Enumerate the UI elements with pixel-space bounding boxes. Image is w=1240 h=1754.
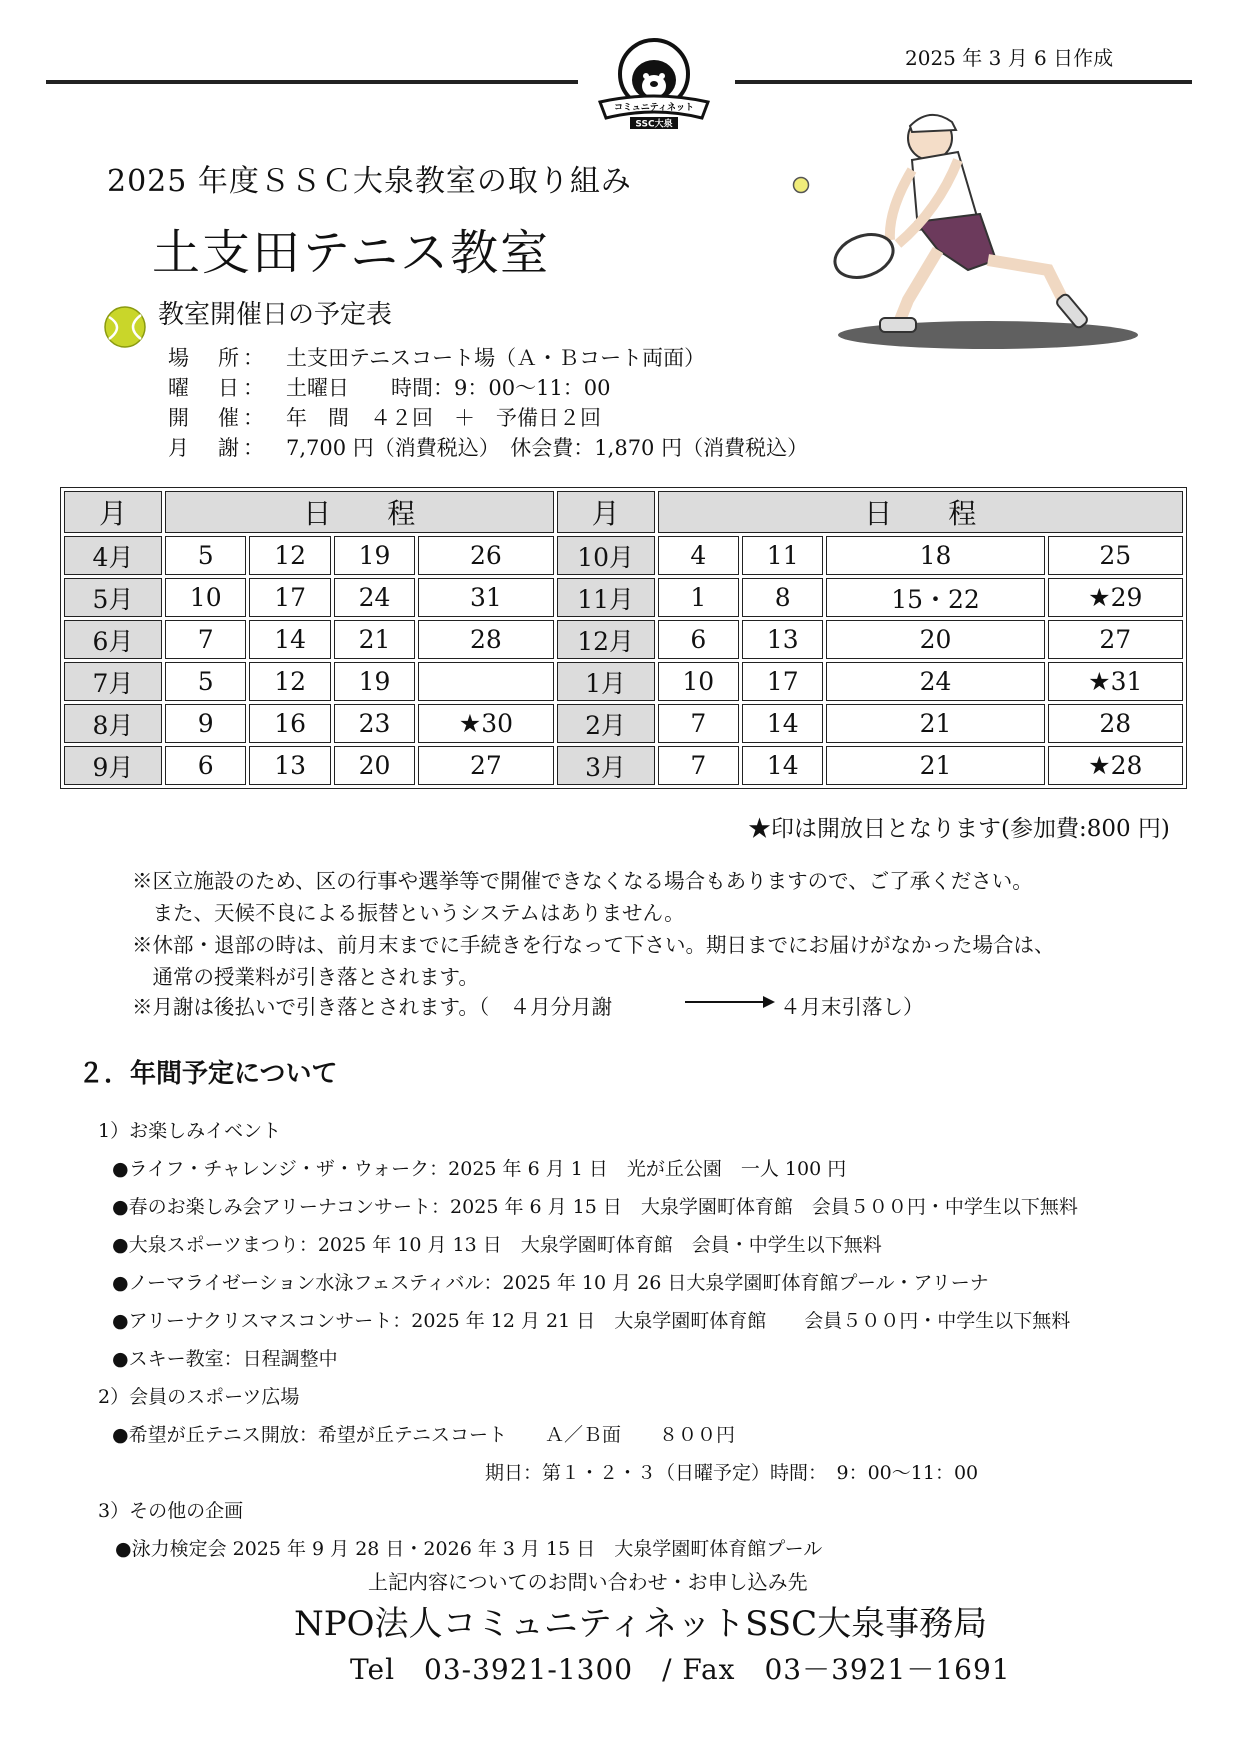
date-cell: 19 — [334, 536, 415, 575]
table-row — [64, 746, 1183, 785]
section2-heading: ２．年間予定について — [78, 1059, 338, 1089]
date-cell: 31 — [418, 578, 553, 617]
date-cell: 27 — [1048, 620, 1183, 659]
schedule-table — [60, 487, 1187, 789]
date-cell: 27 — [418, 746, 553, 785]
dog-logo — [590, 38, 718, 130]
date-cell: 21 — [826, 746, 1044, 785]
date-cell: ★30 — [418, 704, 553, 743]
caution-line: また、天候不良による振替というシステムはありません。 — [132, 901, 685, 925]
organization-name: NPO法人コミュニティネットSSC大泉事務局 — [294, 1604, 988, 1644]
event-item: ●春のお楽しみ会アリーナコンサート：2025 年 6 月 15 日 大泉学園町体育館 会員５００円・中学生以下無料 — [112, 1196, 1078, 1218]
date-cell: 10 — [165, 578, 246, 617]
schedule-heading: 教室開催日の予定表 — [158, 300, 393, 330]
header-rule-right — [735, 80, 1192, 84]
date-cell: 10 — [658, 662, 739, 701]
page-title: 土支田テニス教室 — [152, 225, 551, 281]
date-cell: 7 — [658, 704, 739, 743]
month-cell: 12月 — [557, 620, 655, 659]
date-cell: 6 — [165, 746, 246, 785]
date-cell: 20 — [826, 620, 1044, 659]
date-cell: 15・22 — [826, 578, 1044, 617]
table-row — [64, 704, 1183, 743]
date-cell: 20 — [334, 746, 415, 785]
month-cell: 7月 — [64, 662, 162, 701]
date-cell: 19 — [334, 662, 415, 701]
created-date: 2025 年 3 月 6 日作成 — [905, 46, 1114, 70]
page-subtitle: 2025 年度ＳＳＣ大泉教室の取り組み — [107, 164, 632, 199]
date-cell: 24 — [334, 578, 415, 617]
table-header-row — [64, 491, 1183, 533]
date-cell: 1 — [658, 578, 739, 617]
event-item: ●スキー教室：日程調整中 — [112, 1348, 338, 1370]
date-cell: 13 — [742, 620, 823, 659]
date-cell: 16 — [249, 704, 330, 743]
subsection-other: 3）その他の企画 — [98, 1500, 244, 1522]
month-header: 月 — [64, 491, 162, 533]
date-cell: 21 — [334, 620, 415, 659]
caution-line: ※区立施設のため、区の行事や選挙等で開催できなくなる場合もありますので、ご了承ください。 — [132, 869, 1033, 893]
month-header: 月 — [557, 491, 655, 533]
table-row — [64, 536, 1183, 575]
event-item: ●ライフ・チャレンジ・ザ・ウォーク：2025 年 6 月 1 日 光が丘公園 一人 100 円 — [112, 1158, 847, 1180]
date-cell: 14 — [742, 746, 823, 785]
date-cell: ★29 — [1048, 578, 1183, 617]
dates-header: 日 程 — [658, 491, 1183, 533]
arrow-right-icon — [685, 996, 775, 1008]
table-row — [64, 662, 1183, 701]
month-cell: 4月 — [64, 536, 162, 575]
date-cell: 26 — [418, 536, 553, 575]
date-cell — [418, 662, 553, 701]
date-cell: 25 — [1048, 536, 1183, 575]
date-cell: 28 — [1048, 704, 1183, 743]
event-item: ●ノーマライゼーション水泳フェスティバル：2025 年 10 月 26 日大泉学園町体育館プール・アリーナ — [112, 1272, 989, 1294]
subsection-sports: 2）会員のスポーツ広場 — [98, 1386, 300, 1408]
other-item: ●泳力検定会 2025 年 9 月 28 日・2026 年 3 月 15 日 大泉学園町体育館プール — [115, 1538, 823, 1560]
table-row — [64, 578, 1183, 617]
date-cell: 5 — [165, 662, 246, 701]
date-cell: 13 — [249, 746, 330, 785]
date-cell: 12 — [249, 536, 330, 575]
date-cell: 14 — [249, 620, 330, 659]
star-note: ★印は開放日となります(参加費:800 円) — [748, 816, 1170, 842]
date-cell: ★31 — [1048, 662, 1183, 701]
date-cell: 18 — [826, 536, 1044, 575]
header-rule-left — [46, 80, 578, 84]
sports-item: ●希望が丘テニス開放：希望が丘テニスコート Ａ／Ｂ面 ８００円 — [112, 1424, 736, 1446]
tennis-ball-icon — [103, 305, 147, 349]
subsection-events: 1）お楽しみイベント — [98, 1120, 282, 1142]
month-cell: 5月 — [64, 578, 162, 617]
month-cell: 3月 — [557, 746, 655, 785]
date-cell: 24 — [826, 662, 1044, 701]
date-cell: 21 — [826, 704, 1044, 743]
date-cell: 7 — [658, 746, 739, 785]
payment-note-right: ４月末引落し） — [780, 995, 924, 1019]
date-cell: 14 — [742, 704, 823, 743]
date-cell: 12 — [249, 662, 330, 701]
caution-line: ※休部・退部の時は、前月末までに手続きを行なって下さい。期日までにお届けがなかった場合は、 — [132, 933, 1055, 957]
logo-bottom-text: SSC大泉 — [635, 119, 673, 130]
date-cell: 9 — [165, 704, 246, 743]
month-cell: 6月 — [64, 620, 162, 659]
date-cell: 17 — [249, 578, 330, 617]
table-row — [64, 620, 1183, 659]
logo-top-text: コミュニティネット — [613, 103, 695, 113]
date-cell: ★28 — [1048, 746, 1183, 785]
month-cell: 8月 — [64, 704, 162, 743]
inquiry-text: 上記内容についてのお問い合わせ・お申し込み先 — [368, 1570, 808, 1594]
month-cell: 9月 — [64, 746, 162, 785]
date-cell: 8 — [742, 578, 823, 617]
event-item: ●アリーナクリスマスコンサート：2025 年 12 月 21 日 大泉学園町体育館 会員５００円・中学生以下無料 — [112, 1310, 1071, 1332]
date-cell: 6 — [658, 620, 739, 659]
date-cell: 4 — [658, 536, 739, 575]
month-cell: 1月 — [557, 662, 655, 701]
month-cell: 11月 — [557, 578, 655, 617]
date-cell: 28 — [418, 620, 553, 659]
tennis-ball-small-icon — [792, 176, 810, 194]
month-cell: 10月 — [557, 536, 655, 575]
month-cell: 2月 — [557, 704, 655, 743]
date-cell: 7 — [165, 620, 246, 659]
sports-schedule: 期日：第１・２・３（日曜予定）時間： 9：00～11：00 — [485, 1462, 979, 1484]
caution-line: 通常の授業料が引き落とされます。 — [132, 965, 479, 989]
info-day: 曜 日： 土曜日 時間：9：00～11：00 — [168, 376, 611, 400]
date-cell: 17 — [742, 662, 823, 701]
dates-header: 日 程 — [165, 491, 554, 533]
info-sessions: 開 催： 年 間 ４２回 ＋ 予備日２回 — [168, 406, 601, 430]
contact-info: Tel 03-3921-1300 / Fax 03－3921－1691 — [350, 1653, 1011, 1686]
event-item: ●大泉スポーツまつり：2025 年 10 月 13 日 大泉学園町体育館 会員・中学生以下無料 — [112, 1234, 882, 1256]
info-fee: 月 謝： 7,700 円（消費税込） 休会費：1,870 円（消費税込） — [168, 436, 809, 460]
date-cell: 23 — [334, 704, 415, 743]
info-location: 場 所： 土支田テニスコート場（Ａ・Ｂコート両面） — [168, 346, 706, 370]
payment-note-left: ※月謝は後払いで引き落とされます。（ ４月分月謝 — [132, 995, 613, 1019]
date-cell: 5 — [165, 536, 246, 575]
tennis-player-illustration — [828, 100, 1138, 355]
date-cell: 11 — [742, 536, 823, 575]
